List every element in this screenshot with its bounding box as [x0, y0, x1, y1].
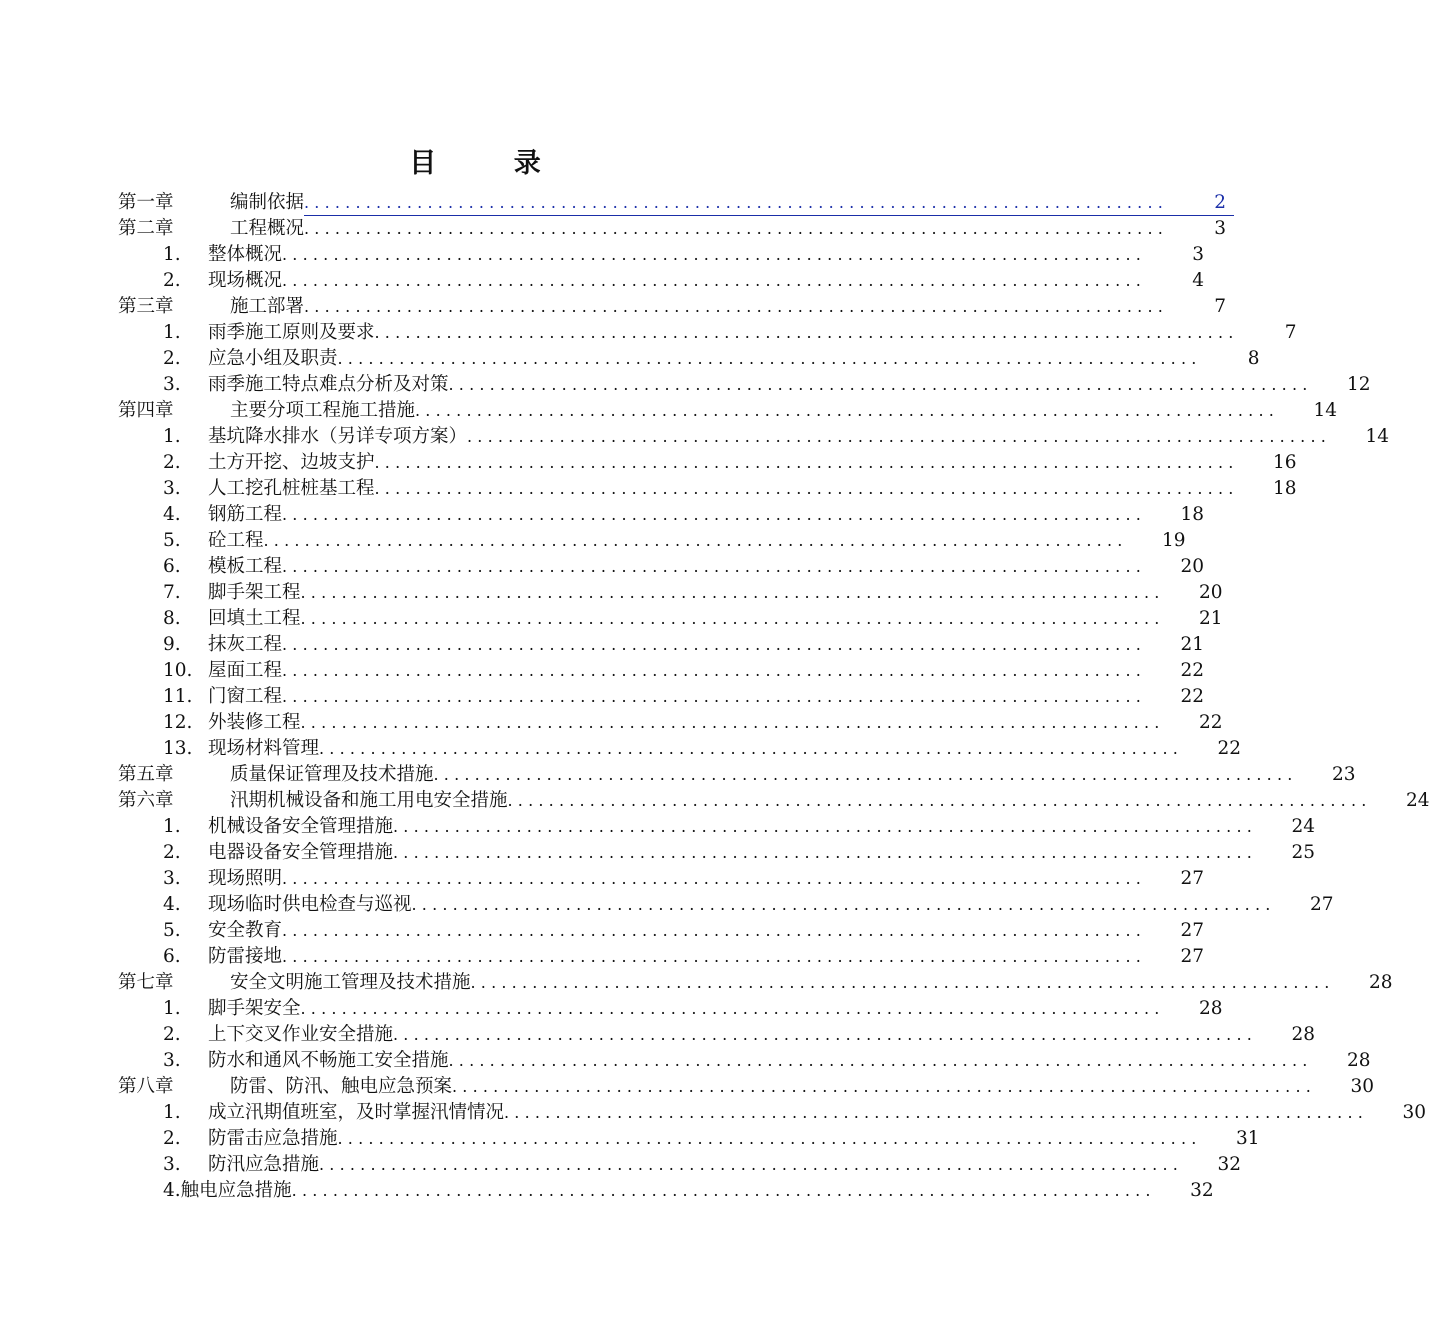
toc-entry-number: 2.	[163, 1024, 181, 1045]
toc-entry-label: 脚手架安全	[208, 998, 301, 1019]
toc-leader-dots: ....................................................................................	[282, 635, 1147, 654]
toc-leader-dots: ....................................................................................	[433, 765, 1298, 784]
toc-leader-dots: ....................................................................................	[393, 817, 1258, 836]
toc-leader-dots: ....................................................................................	[282, 271, 1147, 290]
toc-page-number: 30	[1350, 1076, 1375, 1097]
toc-leader-dots: ....................................................................................	[263, 531, 1128, 550]
toc-entry-number: 第八章	[118, 1076, 174, 1097]
toc-entry-number: 5.	[163, 920, 181, 941]
toc-leader-dots: ....................................................................................	[304, 297, 1169, 316]
toc-entry-number: 3.	[163, 868, 181, 889]
toc-entry-number: 2.	[163, 1128, 181, 1149]
toc-page-number: 23	[1332, 764, 1356, 785]
toc-entry-number: 5.	[163, 530, 181, 551]
toc-entry-label: 防汛应急措施	[208, 1154, 320, 1175]
toc-page-number: 32	[1190, 1180, 1214, 1201]
toc-entry-label: 人工挖孔桩桩基工程	[208, 478, 375, 499]
toc-entry-label: 雨季施工原则及要求	[208, 322, 375, 343]
toc-entry-label: 质量保证管理及技术措施	[230, 764, 434, 785]
toc-entry-number: 1.	[163, 322, 181, 343]
toc-page-number: 31	[1236, 1128, 1260, 1149]
toc-entry-number: 2.	[163, 452, 181, 473]
toc-entry-number: 第七章	[118, 972, 174, 993]
toc-chapter-entry[interactable]	[118, 190, 1227, 216]
toc-leader-dots: ....................................................................................	[374, 323, 1239, 342]
toc-section-entry[interactable]	[118, 736, 1242, 762]
toc-entry-number: 第三章	[118, 296, 174, 317]
toc-leader-dots: ....................................................................................	[282, 661, 1147, 680]
toc-entry-label: 防雷、防汛、触电应急预案	[230, 1076, 453, 1097]
toc-section-entry[interactable]	[118, 268, 1205, 294]
toc-section-entry[interactable]	[118, 528, 1186, 554]
toc-section-entry[interactable]	[118, 1100, 1427, 1126]
toc-entry-label: 外装修工程	[208, 712, 301, 733]
toc-page-number: 16	[1273, 452, 1297, 473]
toc-page-number: 7	[1214, 296, 1227, 317]
toc-entry-label: 抹灰工程	[208, 634, 283, 655]
toc-leader-dots: ....................................................................................	[282, 947, 1147, 966]
toc-leader-dots: ....................................................................................	[282, 245, 1147, 264]
toc-leader-dots: ....................................................................................	[304, 219, 1169, 238]
toc-page-number: 27	[1180, 920, 1205, 941]
toc-entry-number: 9.	[163, 634, 181, 655]
toc-leader-dots: ....................................................................................	[393, 843, 1258, 862]
toc-section-entry[interactable]	[118, 1178, 1214, 1204]
toc-entry-label: 施工部署	[230, 296, 305, 317]
toc-leader-dots: ....................................................................................	[300, 609, 1165, 628]
toc-entry-number: 6.	[163, 556, 181, 577]
toc-entry-number: 3.	[163, 478, 181, 499]
toc-section-entry[interactable]	[118, 944, 1205, 970]
toc-page-number: 22	[1180, 660, 1205, 681]
toc-entry-label: 现场材料管理	[208, 738, 320, 759]
toc-entry-number: 1.	[163, 244, 181, 265]
toc-entry-number: 第一章	[118, 192, 174, 213]
toc-page-number: 28	[1347, 1050, 1371, 1071]
toc-page-number: 4	[1192, 270, 1205, 291]
toc-leader-dots: ....................................................................................	[291, 1181, 1156, 1200]
toc-section-entry[interactable]	[118, 424, 1390, 450]
toc-entry-number: 第六章	[118, 790, 174, 811]
toc-title: 目 录	[409, 148, 575, 179]
toc-page-number: 28	[1369, 972, 1393, 993]
toc-entry-number: 7.	[163, 582, 181, 603]
toc-page-number: 21	[1180, 634, 1205, 655]
toc-leader-dots: ....................................................................................	[448, 1051, 1313, 1070]
toc-page-number: 7	[1284, 322, 1297, 343]
toc-entry-label: 回填土工程	[208, 608, 301, 629]
toc-section-entry[interactable]	[118, 502, 1205, 528]
toc-entry-number: 第二章	[118, 218, 174, 239]
toc-page-number: 14	[1365, 426, 1390, 447]
toc-section-entry[interactable]	[118, 554, 1205, 580]
toc-entry-label: 土方开挖、边坡支护	[208, 452, 375, 473]
toc-entry-number: 2.	[163, 270, 181, 291]
toc-entry-number: 第四章	[118, 400, 174, 421]
toc-leader-dots: ....................................................................................	[374, 453, 1239, 472]
toc-entry-number: 3.	[163, 374, 181, 395]
toc-entry-number: 10.	[163, 660, 193, 681]
toc-entry-label: 钢筋工程	[208, 504, 283, 525]
toc-page-number: 28	[1291, 1024, 1316, 1045]
toc-leader-dots: ....................................................................................	[411, 895, 1276, 914]
toc-page-number: 2	[1214, 191, 1227, 213]
toc-leader-dots: ....................................................................................	[337, 1129, 1202, 1148]
toc-section-entry[interactable]	[118, 580, 1223, 606]
toc-leader-dots: ....................................................................................	[319, 739, 1184, 758]
toc-leader-dots: ....................................................................................	[319, 1155, 1184, 1174]
toc-section-entry[interactable]	[118, 606, 1223, 632]
toc-entry-label: 编制依据	[230, 192, 305, 213]
toc-section-entry[interactable]	[118, 996, 1223, 1022]
toc-section-entry[interactable]	[118, 450, 1297, 476]
toc-page-number: 3	[1214, 218, 1227, 239]
toc-entry-number: 13.	[163, 738, 193, 759]
toc-page-number: 27	[1310, 894, 1334, 915]
toc-entry-number: 4.	[163, 894, 181, 915]
toc-entry-number: 4.	[163, 504, 181, 525]
toc-chapter-entry[interactable]	[118, 1074, 1375, 1100]
toc-section-entry[interactable]	[118, 1152, 1242, 1178]
toc-page-number: 21	[1199, 608, 1223, 629]
toc-page-number: 8	[1247, 348, 1260, 369]
toc-page-number: 20	[1180, 556, 1205, 577]
toc-entry-label: 砼工程	[208, 530, 264, 551]
toc-leader-dots: ....................................................................................	[467, 427, 1332, 446]
toc-entry-number: 1.	[163, 426, 181, 447]
toc-entry-label: 成立汛期值班室，及时掌握汛情情况	[208, 1102, 505, 1123]
toc-leader-dots: ....................................................................................	[415, 401, 1280, 420]
toc-entry-label: 门窗工程	[208, 686, 283, 707]
toc-section-entry[interactable]	[118, 814, 1316, 840]
toc-page-number: 20	[1199, 582, 1223, 603]
toc-section-entry[interactable]	[118, 840, 1316, 866]
toc-entry-label: 上下交叉作业安全措施	[208, 1024, 394, 1045]
toc-section-entry[interactable]	[118, 476, 1297, 502]
toc-page-number: 3	[1192, 244, 1205, 265]
toc-page-number: 24	[1406, 790, 1430, 811]
toc-section-entry[interactable]	[118, 1022, 1316, 1048]
toc-entry-label: 汛期机械设备和施工用电安全措施	[230, 790, 508, 811]
toc-entry-number: 8.	[163, 608, 181, 629]
toc-section-entry[interactable]	[118, 684, 1205, 710]
toc-leader-dots: ....................................................................................	[282, 505, 1147, 524]
toc-leader-dots: ....................................................................................	[470, 973, 1335, 992]
toc-leader-dots: ....................................................................................	[448, 375, 1313, 394]
toc-section-entry[interactable]	[118, 320, 1297, 346]
toc-entry-label: 基坑降水排水（另详专项方案）	[208, 426, 468, 447]
toc-entry-label: 现场照明	[208, 868, 283, 889]
toc-entry-number: 3.	[163, 1154, 181, 1175]
toc-page-number: 19	[1162, 530, 1186, 551]
toc-page-number: 14	[1313, 400, 1338, 421]
toc-section-entry[interactable]	[118, 918, 1205, 944]
toc-section-entry[interactable]	[118, 372, 1371, 398]
toc-section-entry[interactable]	[118, 892, 1334, 918]
toc-entry-label: 应急小组及职责	[208, 348, 338, 369]
table-of-contents	[118, 190, 1430, 1204]
toc-page-number: 25	[1291, 842, 1316, 863]
toc-chapter-entry[interactable]	[118, 788, 1430, 814]
toc-entry-label: 屋面工程	[208, 660, 283, 681]
toc-page-number: 32	[1217, 1154, 1242, 1175]
toc-entry-label: 电器设备安全管理措施	[208, 842, 394, 863]
toc-leader-dots: ....................................................................................	[300, 583, 1165, 602]
toc-page-number: 28	[1199, 998, 1223, 1019]
toc-page-number: 30	[1402, 1102, 1427, 1123]
toc-leader-dots: ....................................................................................	[282, 687, 1147, 706]
toc-entry-label: 安全文明施工管理及技术措施	[230, 972, 471, 993]
toc-entry-number: 6.	[163, 946, 181, 967]
toc-entry-number: 12.	[163, 712, 193, 733]
toc-entry-number: 4.	[163, 1180, 181, 1201]
toc-leader-dots: ....................................................................................	[452, 1077, 1317, 1096]
toc-leader-dots: ....................................................................................	[282, 557, 1147, 576]
toc-leader-dots: ....................................................................................	[504, 1103, 1369, 1122]
toc-page-number: 12	[1347, 374, 1371, 395]
toc-entry-label: 工程概况	[230, 218, 305, 239]
toc-page-number: 18	[1180, 504, 1205, 525]
toc-entry-label: 雨季施工特点难点分析及对策	[208, 374, 449, 395]
toc-leader-dots: ....................................................................................	[393, 1025, 1258, 1044]
toc-entry-label: 防水和通风不畅施工安全措施	[208, 1050, 449, 1071]
toc-page-number: 27	[1180, 946, 1205, 967]
toc-leader-dots: ....................................................................................	[337, 349, 1202, 368]
toc-page-number: 24	[1291, 816, 1316, 837]
toc-entry-label: 防雷击应急措施	[208, 1128, 338, 1149]
toc-chapter-entry[interactable]	[118, 762, 1356, 788]
toc-entry-number: 3.	[163, 1050, 181, 1071]
toc-leader-dots: ....................................................................................	[374, 479, 1239, 498]
toc-entry-number: 1.	[163, 1102, 181, 1123]
toc-leader-dots: ....................................................................................	[300, 999, 1165, 1018]
toc-entry-label: 整体概况	[208, 244, 283, 265]
toc-entry-label: 触电应急措施	[180, 1180, 292, 1201]
toc-leader-dots: ....................................................................................	[304, 192, 1169, 212]
toc-entry-number: 11.	[163, 686, 193, 707]
toc-chapter-entry[interactable]	[118, 216, 1227, 242]
toc-section-entry[interactable]	[118, 242, 1205, 268]
toc-page-number: 22	[1199, 712, 1223, 733]
toc-entry-label: 防雷接地	[208, 946, 283, 967]
toc-leader-dots: ....................................................................................	[282, 869, 1147, 888]
toc-entry-label: 主要分项工程施工措施	[230, 400, 416, 421]
toc-section-entry[interactable]	[118, 1126, 1260, 1152]
toc-entry-label: 现场概况	[208, 270, 283, 291]
toc-chapter-entry[interactable]	[118, 294, 1227, 320]
toc-entry-label: 机械设备安全管理措施	[208, 816, 394, 837]
toc-section-entry[interactable]	[118, 866, 1205, 892]
toc-entry-label: 现场临时供电检查与巡视	[208, 894, 412, 915]
toc-leader-dots: ....................................................................................	[507, 791, 1372, 810]
toc-section-entry[interactable]	[118, 710, 1223, 736]
toc-section-entry[interactable]	[118, 632, 1205, 658]
toc-page-number: 27	[1180, 868, 1205, 889]
toc-entry-number: 第五章	[118, 764, 174, 785]
toc-entry-label: 安全教育	[208, 920, 283, 941]
toc-leader-dots: ....................................................................................	[282, 921, 1147, 940]
toc-hyperlink[interactable]	[304, 191, 1234, 216]
toc-page-number: 22	[1180, 686, 1205, 707]
toc-entry-label: 脚手架工程	[208, 582, 301, 603]
toc-section-entry[interactable]	[118, 658, 1205, 684]
toc-entry-label: 模板工程	[208, 556, 283, 577]
toc-page-number: 18	[1273, 478, 1297, 499]
toc-leader-dots: ....................................................................................	[300, 713, 1165, 732]
toc-entry-number: 2.	[163, 348, 181, 369]
toc-section-entry[interactable]	[118, 1048, 1371, 1074]
toc-section-entry[interactable]	[118, 346, 1260, 372]
toc-page-number: 22	[1217, 738, 1242, 759]
toc-entry-number: 2.	[163, 842, 181, 863]
toc-entry-number: 1.	[163, 816, 181, 837]
toc-chapter-entry[interactable]	[118, 970, 1393, 996]
toc-chapter-entry[interactable]	[118, 398, 1338, 424]
toc-entry-number: 1.	[163, 998, 181, 1019]
